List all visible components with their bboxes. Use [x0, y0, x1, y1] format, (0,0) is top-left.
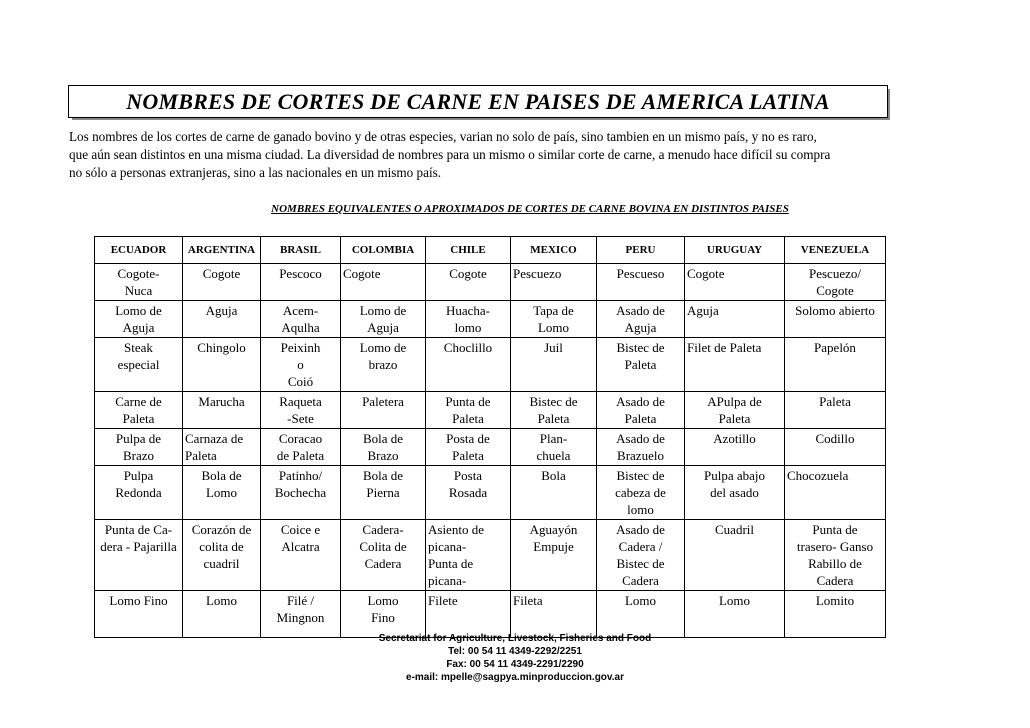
table-cell: Asiento de picana- Punta de picana- [426, 520, 511, 591]
column-header: COLOMBIA [341, 237, 426, 264]
table-cell: Raqueta -Sete [261, 392, 341, 429]
table-cell: Paletera [341, 392, 426, 429]
table-header-row [95, 237, 886, 264]
table-cell: Paleta [785, 392, 886, 429]
table-cell: Asado de Paleta [597, 392, 685, 429]
table-cell: Patinho/ Bochecha [261, 466, 341, 520]
footer-line: Secretariat for Agriculture, Livestock, Fisheries and Food [378, 633, 652, 644]
table-cell: Cogote [183, 264, 261, 301]
table-cell: Bistec de Paleta [597, 338, 685, 392]
table-cell: Aguayón Empuje [511, 520, 597, 591]
table-cell: Solomo abierto [785, 301, 886, 338]
table-cell: Azotillo [685, 429, 785, 466]
table-cell: APulpa de Paleta [685, 392, 785, 429]
table-cell: Lomo [183, 591, 261, 638]
footer-contact [0, 632, 1030, 684]
column-header: ECUADOR [95, 237, 183, 264]
table-cell: Huacha- lomo [426, 301, 511, 338]
table-cell: Aguja [685, 301, 785, 338]
table-cell: Chingolo [183, 338, 261, 392]
table-subtitle: NOMBRES EQUIVALENTES O APROXIMADOS DE CORTES DE CARNE BOVINA EN DISTINTOS PAISES [271, 203, 789, 215]
table-cell: Lomo [685, 591, 785, 638]
column-header: VENEZUELA [785, 237, 886, 264]
table-cell: Pescuezo [511, 264, 597, 301]
table-cell: Codillo [785, 429, 886, 466]
table-cell: Juil [511, 338, 597, 392]
table-cell: Cadera- Colita de Cadera [341, 520, 426, 591]
table-cell: Corazón de colita de cuadril [183, 520, 261, 591]
intro-line: Los nombres de los cortes de carne de ganado bovino y de otras especies, varian no solo de país, sino tambien en un mismo país, y no es raro, [69, 129, 817, 144]
table-row [95, 392, 886, 429]
title-box [68, 85, 888, 118]
intro-paragraph [69, 128, 959, 182]
table-cell: Asado de Brazuelo [597, 429, 685, 466]
table-cell: Bola de Pierna [341, 466, 426, 520]
table-cell: Cogote [426, 264, 511, 301]
table-cell: Cuadril [685, 520, 785, 591]
column-header: CHILE [426, 237, 511, 264]
table-cell: Carnaza de Paleta [183, 429, 261, 466]
table-cell: Filet de Paleta [685, 338, 785, 392]
footer-email[interactable]: e-mail: mpelle@sagpya.minproduccion.gov.ar [406, 672, 624, 683]
table-cell: Pescoco [261, 264, 341, 301]
table-row [95, 591, 886, 638]
table-cell: Posta Rosada [426, 466, 511, 520]
table-row [95, 429, 886, 466]
table-cell: Cogote- Nuca [95, 264, 183, 301]
column-header: PERU [597, 237, 685, 264]
table-cell: Marucha [183, 392, 261, 429]
table-cell: Pescueso [597, 264, 685, 301]
table-cell: Punta de Paleta [426, 392, 511, 429]
table-cell: Asado de Aguja [597, 301, 685, 338]
table-cell: Coice e Alcatra [261, 520, 341, 591]
column-header: ARGENTINA [183, 237, 261, 264]
table-row [95, 338, 886, 392]
table-cell: Lomo [597, 591, 685, 638]
table-cell: Pulpa Redonda [95, 466, 183, 520]
column-header: URUGUAY [685, 237, 785, 264]
table-cell: Bola [511, 466, 597, 520]
column-header: MEXICO [511, 237, 597, 264]
table-cell: Filé / Mingnon [261, 591, 341, 638]
table-cell: Pulpa abajo del asado [685, 466, 785, 520]
table-cell: Pescuezo/ Cogote [785, 264, 886, 301]
table-row [95, 264, 886, 301]
table-cell: Lomo Fino [341, 591, 426, 638]
column-header: BRASIL [261, 237, 341, 264]
intro-line: no sólo a personas extranjeras, sino a las nacionales en un mismo país. [69, 165, 442, 180]
page-title: NOMBRES DE CORTES DE CARNE EN PAISES DE AMERICA LATINA [126, 89, 830, 114]
footer-line: Fax: 00 54 11 4349-2291/2290 [446, 659, 584, 670]
table-cell: Filete [426, 591, 511, 638]
table-cell: Bola de Lomo [183, 466, 261, 520]
table-cell: Choclillo [426, 338, 511, 392]
table-cell: Papelón [785, 338, 886, 392]
table-cell: Lomito [785, 591, 886, 638]
table-cell: Lomo de Aguja [341, 301, 426, 338]
table-cell: Punta de Ca- dera - Pajarilla [95, 520, 183, 591]
table-row [95, 301, 886, 338]
table-cell: Cogote [685, 264, 785, 301]
meat-cuts-table [94, 236, 886, 638]
table-cell: Bola de Brazo [341, 429, 426, 466]
table-cell: Cogote [341, 264, 426, 301]
table-cell: Aguja [183, 301, 261, 338]
footer-line: Tel: 00 54 11 4349-2292/2251 [448, 646, 582, 657]
table-cell: Bistec de Paleta [511, 392, 597, 429]
table-row [95, 520, 886, 591]
table-cell: Coracao de Paleta [261, 429, 341, 466]
table-cell: Asado de Cadera / Bistec de Cadera [597, 520, 685, 591]
table-row [95, 466, 886, 520]
table-cell: Pulpa de Brazo [95, 429, 183, 466]
table-cell: Peixinh o Coió [261, 338, 341, 392]
table-cell: Posta de Paleta [426, 429, 511, 466]
table-cell: Chocozuela [785, 466, 886, 520]
table-cell: Lomo de Aguja [95, 301, 183, 338]
intro-line: que aún sean distintos en una misma ciudad. La diversidad de nombres para un mismo o similar corte de carne, a menudo hace difícil su compra [69, 147, 831, 162]
table-cell: Lomo de brazo [341, 338, 426, 392]
table-cell: Bistec de cabeza de lomo [597, 466, 685, 520]
table-cell: Lomo Fino [95, 591, 183, 638]
table-cell: Plan- chuela [511, 429, 597, 466]
table-cell: Carne de Paleta [95, 392, 183, 429]
table-cell: Fileta [511, 591, 597, 638]
table-cell: Steak especial [95, 338, 183, 392]
table-cell: Acem- Aqulha [261, 301, 341, 338]
table-cell: Tapa de Lomo [511, 301, 597, 338]
table-cell: Punta de trasero- Ganso Rabillo de Cadera [785, 520, 886, 591]
